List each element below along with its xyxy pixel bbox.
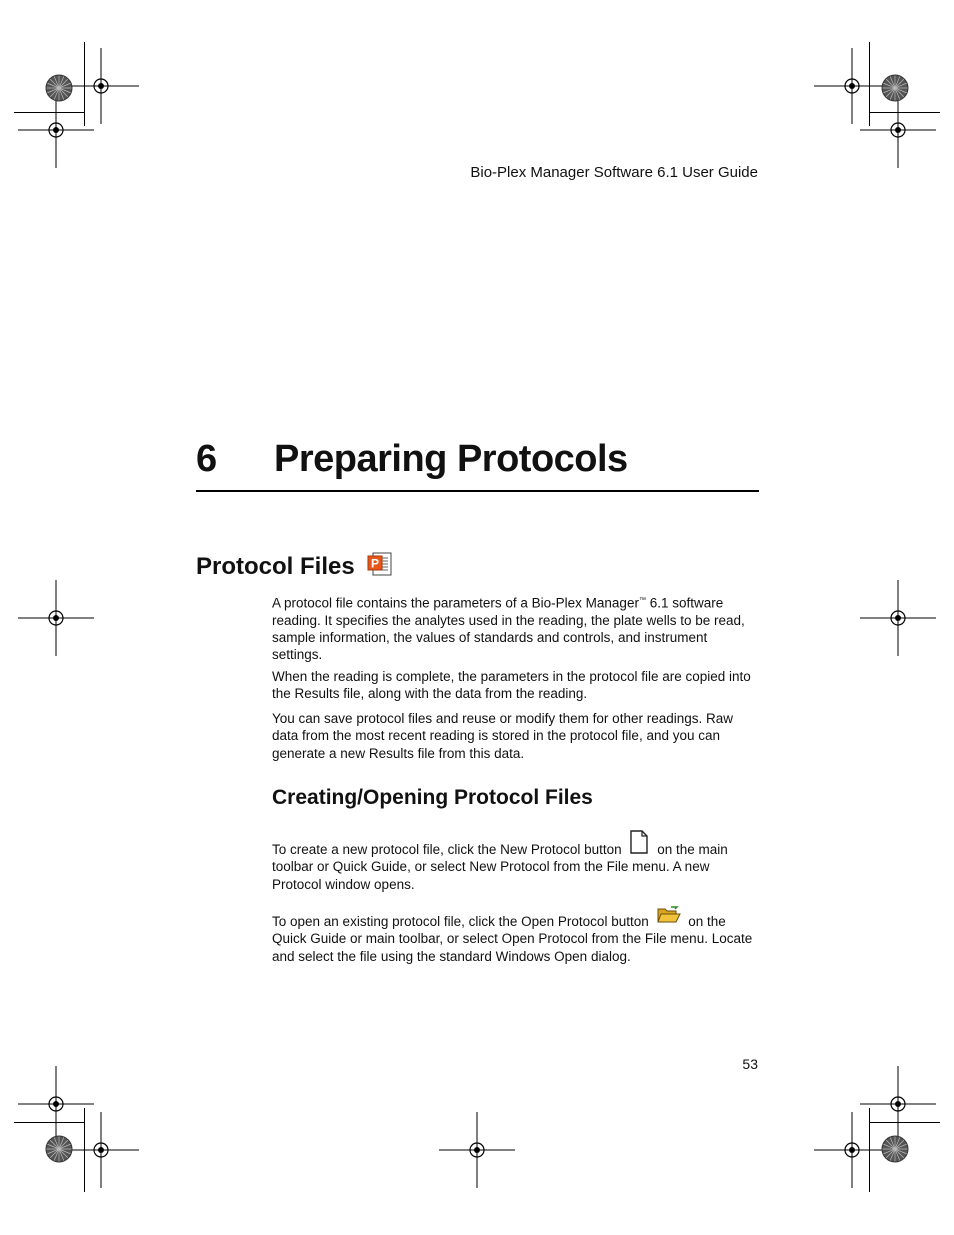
section-paragraph: When the reading is complete, the parameters in the protocol file are copied into the Results file, along with the data from the reading. bbox=[272, 669, 751, 702]
protocol-file-icon bbox=[367, 552, 393, 576]
running-header: Bio-Plex Manager Software 6.1 User Guide bbox=[470, 164, 758, 181]
chapter-title: Preparing Protocols bbox=[274, 438, 628, 480]
section-paragraph: You can save protocol files and reuse or modify them for other readings. Raw data from the most recent reading is stored in the protocol file, and you can generate a new Results file from this data. bbox=[272, 711, 733, 761]
starburst-target-icon bbox=[45, 1135, 73, 1163]
starburst-target-icon bbox=[45, 74, 73, 102]
registration-target-icon bbox=[860, 92, 936, 168]
svg-text:P: P bbox=[371, 556, 380, 571]
page-number: 53 bbox=[742, 1056, 758, 1072]
registration-target-icon bbox=[63, 1112, 139, 1188]
registration-target-icon bbox=[18, 92, 94, 168]
chapter-heading bbox=[196, 438, 759, 492]
open-folder-icon bbox=[657, 906, 681, 924]
subsection-title: Creating/Opening Protocol Files bbox=[272, 786, 593, 809]
registration-target-icon bbox=[814, 1112, 890, 1188]
subsection-paragraph: To create a new protocol file, click the New Protocol button on the main toolbar or Quick Guide, or select New Protocol from the File menu. A new Protocol window opens. bbox=[272, 830, 760, 893]
registration-target-icon bbox=[860, 580, 936, 656]
section-paragraph: A protocol file contains the parameters of a Bio-Plex Manager™ 6.1 software reading. It specifies the analytes used in the reading, the plate wells to be read, sample information, the values of standards and controls, and instrument settings. bbox=[272, 595, 745, 663]
registration-target-icon bbox=[18, 580, 94, 656]
registration-target-icon bbox=[439, 1112, 515, 1188]
new-protocol-icon bbox=[629, 830, 649, 854]
starburst-target-icon bbox=[881, 74, 909, 102]
subsection-paragraph: To open an existing protocol file, click the Open Protocol button on the Quick Guide or main toolbar, or select Open Protocol from the File menu. Locate and select the file using the standard Windows Open dialog. bbox=[272, 906, 760, 965]
starburst-target-icon bbox=[881, 1135, 909, 1163]
chapter-number: 6 bbox=[196, 438, 217, 480]
section-heading bbox=[196, 552, 393, 581]
section-title: Protocol Files bbox=[196, 553, 355, 580]
